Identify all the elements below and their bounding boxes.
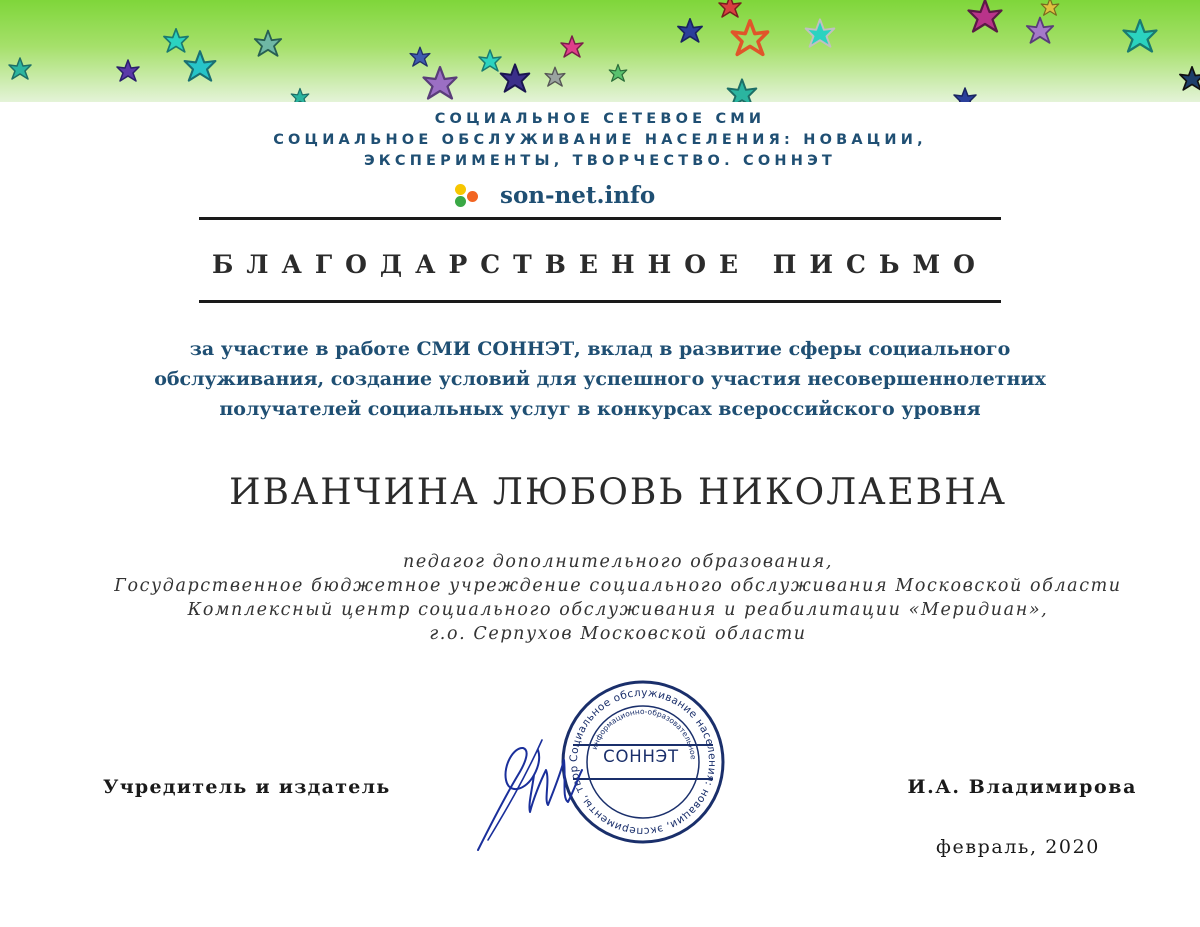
stars-icon — [0, 0, 1200, 102]
seal-outer-text: Социальное обслуживание населения: новации, эксперименты, твор — [567, 686, 719, 838]
signature-icon — [468, 720, 588, 860]
dots-logo-icon — [454, 181, 482, 209]
document-title: БЛАГОДАРСТВЕННОЕ ПИСЬМО — [212, 250, 988, 279]
top-divider — [199, 217, 1001, 220]
decorative-star-banner — [0, 0, 1200, 102]
recipient-name: ИВАНЧИНА ЛЮБОВЬ НИКОЛАЕВНА — [229, 472, 1007, 513]
org-line-3: ЭКСПЕРИМЕНТЫ, ТВОРЧЕСТВО. СОННЭТ — [363, 153, 837, 169]
seal-inner-text: информационно-образовательное — [589, 706, 698, 760]
position-line: Комплексный центр социального обслуживания и реабилитации «Меридиан», — [187, 600, 1049, 620]
position-line: г.о. Серпухов Московской области — [429, 624, 807, 644]
reason-line: получателей социальных услуг в конкурсах всероссийского уровня — [219, 398, 981, 420]
editor-name: И.А. Владимирова — [907, 776, 1137, 798]
founder-label: Учредитель и издатель — [103, 776, 391, 798]
website-link[interactable]: son-net.info — [500, 181, 656, 209]
position-line: педагог дополнительного образования, — [402, 552, 834, 572]
issue-date: февраль, 2020 — [936, 836, 1100, 858]
bottom-divider — [199, 300, 1001, 303]
seal-title: СОННЭТ — [603, 747, 679, 766]
org-line-2: СОЦИАЛЬНОЕ ОБСЛУЖИВАНИЕ НАСЕЛЕНИЯ: НОВАЦИИ, — [273, 132, 927, 148]
position-line: Государственное бюджетное учреждение социального обслуживания Московской области — [114, 576, 1122, 596]
website-block — [454, 180, 655, 210]
org-line-1: СОЦИАЛЬНОЕ СЕТЕВОЕ СМИ — [434, 111, 766, 127]
reason-line: обслуживания, создание условий для успешного участия несовершеннолетних — [154, 368, 1046, 390]
reason-line: за участие в работе СМИ СОННЭТ, вклад в развитие сферы социального — [189, 338, 1011, 360]
